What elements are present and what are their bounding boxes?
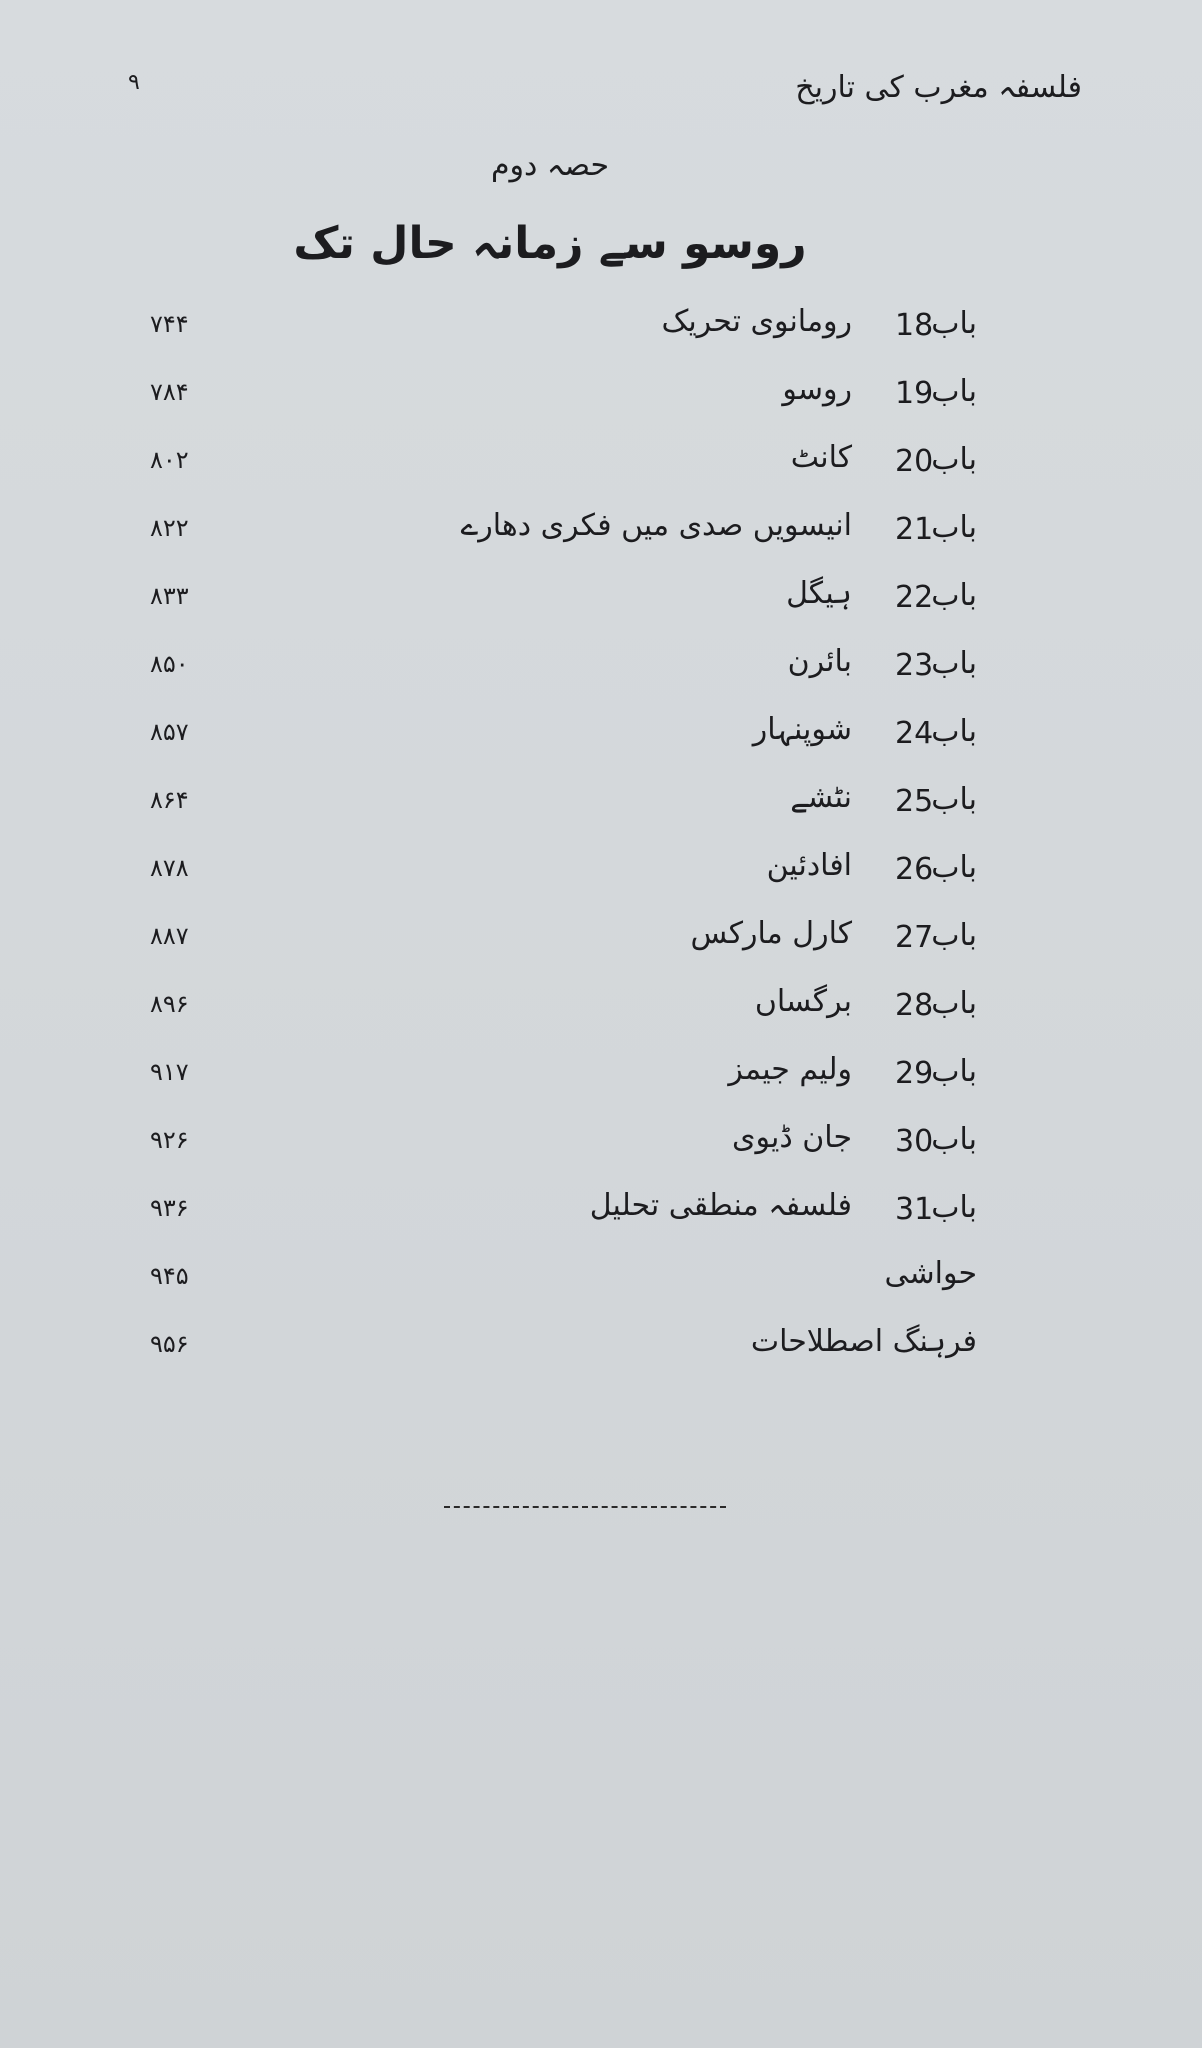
- page-reference: ۸۹۶: [150, 990, 189, 1018]
- chapter-label: باب: [931, 1054, 977, 1089]
- chapter-number: 26: [895, 852, 934, 887]
- toc-entry: [0, 300, 1202, 368]
- page-reference: ۹۴۵: [150, 1262, 189, 1290]
- chapter-title: کارل مارکس: [690, 916, 852, 951]
- chapter-label: باب: [931, 646, 977, 681]
- toc-entry: [0, 844, 1202, 912]
- page-reference: ۸۵۷: [150, 718, 189, 746]
- toc-entry-glossary: [0, 1320, 1202, 1388]
- section-title: روسو سے زمانہ حال تک: [293, 218, 807, 269]
- page-reference: ۹۲۶: [150, 1126, 189, 1154]
- page-reference: ۹۳۶: [150, 1194, 189, 1222]
- chapter-label: باب: [931, 578, 977, 613]
- chapter-number: 19: [895, 376, 934, 411]
- appendix-title: حواشی: [884, 1256, 977, 1291]
- toc-entry: [0, 708, 1202, 776]
- chapter-title: انیسویں صدی میں فکری دھارے: [460, 508, 852, 543]
- chapter-number: 22: [895, 580, 934, 615]
- chapter-label: باب: [931, 306, 977, 341]
- chapter-label: باب: [931, 1122, 977, 1157]
- chapter-label: باب: [931, 714, 977, 749]
- chapter-label: باب: [931, 782, 977, 817]
- chapter-title: برگساں: [754, 984, 852, 1019]
- page-reference: ۷۸۴: [150, 378, 189, 406]
- chapter-number: 30: [895, 1124, 934, 1159]
- page-reference: ۸۳۳: [150, 582, 189, 610]
- toc-entry: [0, 504, 1202, 572]
- toc-entry: [0, 640, 1202, 708]
- chapter-label: باب: [931, 510, 977, 545]
- toc-entry-notes: [0, 1252, 1202, 1320]
- toc-entry: [0, 368, 1202, 436]
- toc-entry: [0, 572, 1202, 640]
- chapter-label: باب: [931, 374, 977, 409]
- page-reference: ۸۷۸: [150, 854, 189, 882]
- appendix-title: فرہنگ اصطلاحات: [750, 1324, 977, 1359]
- page-reference: ۸۶۴: [150, 786, 189, 814]
- page-reference: ۹۵۶: [150, 1330, 189, 1358]
- page-reference: ۸۵۰: [150, 650, 189, 678]
- chapter-number: 29: [895, 1056, 934, 1091]
- table-of-contents: [0, 300, 1202, 1388]
- running-title: فلسفہ مغرب کی تاریخ: [795, 70, 1082, 105]
- chapter-title: جان ڈیوی: [732, 1120, 852, 1155]
- toc-entry: [0, 1116, 1202, 1184]
- chapter-title: کانٹ: [790, 440, 852, 475]
- chapter-number: 20: [895, 444, 934, 479]
- toc-entry: [0, 980, 1202, 1048]
- chapter-title: رومانوی تحریک: [661, 304, 852, 339]
- page-number: ۹: [128, 70, 140, 95]
- toc-entry: [0, 436, 1202, 504]
- chapter-title: بائرن: [787, 644, 852, 679]
- page-reference: ۸۲۲: [150, 514, 189, 542]
- chapter-number: 18: [895, 308, 934, 343]
- chapter-title: افادئین: [766, 848, 852, 883]
- chapter-number: 23: [895, 648, 934, 683]
- chapter-label: باب: [931, 1190, 977, 1225]
- closing-divider: [444, 1506, 726, 1508]
- chapter-title: روسو: [782, 372, 852, 407]
- chapter-title: شوپنہار: [752, 712, 852, 747]
- chapter-number: 24: [895, 716, 934, 751]
- chapter-number: 27: [895, 920, 934, 955]
- chapter-number: 25: [895, 784, 934, 819]
- chapter-title: فلسفہ منطقی تحلیل: [589, 1188, 852, 1223]
- toc-entry: [0, 1048, 1202, 1116]
- page-reference: ۷۴۴: [150, 310, 189, 338]
- chapter-title: ہیگل: [786, 576, 852, 611]
- page-reference: ۸۸۷: [150, 922, 189, 950]
- section-label: حصہ دوم: [490, 148, 610, 183]
- toc-entry: [0, 776, 1202, 844]
- page-reference: ۸۰۲: [150, 446, 189, 474]
- toc-entry: [0, 1184, 1202, 1252]
- chapter-label: باب: [931, 850, 977, 885]
- chapter-number: 21: [895, 512, 934, 547]
- chapter-number: 28: [895, 988, 934, 1023]
- chapter-label: باب: [931, 986, 977, 1021]
- chapter-title: ولیم جیمز: [728, 1052, 852, 1087]
- chapter-label: باب: [931, 442, 977, 477]
- chapter-label: باب: [931, 918, 977, 953]
- toc-entry: [0, 912, 1202, 980]
- page-reference: ۹۱۷: [150, 1058, 189, 1086]
- chapter-title: نٹشے: [790, 780, 852, 815]
- chapter-number: 31: [895, 1192, 934, 1227]
